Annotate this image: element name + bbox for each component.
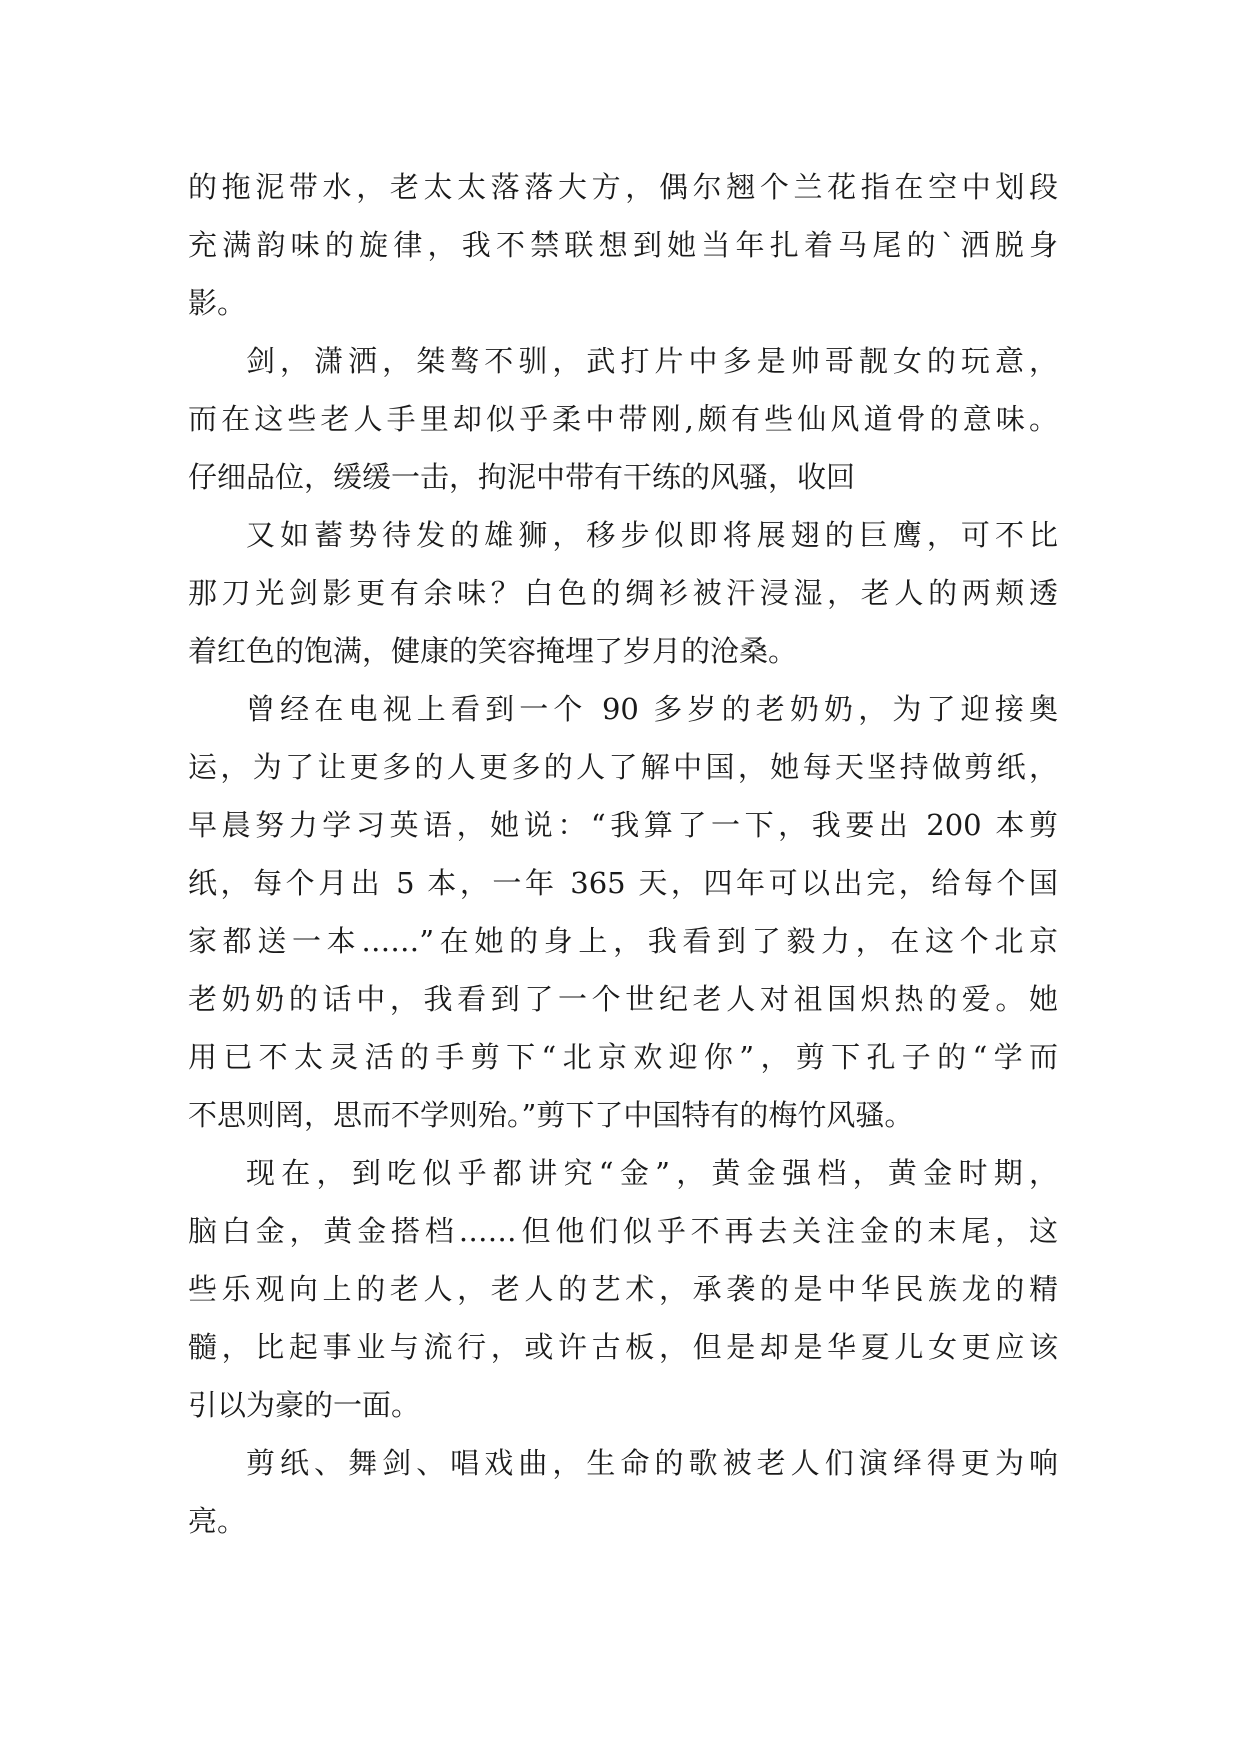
text-line: 那刀光剑影更有余味？白色的绸衫被汗浸湿，老人的两颊透 — [188, 576, 1058, 610]
text-line: 不思则罔，思而不学则殆。”剪下了中国特有的梅竹风骚。 — [188, 1098, 914, 1132]
text-line: 髓，比起事业与流行，或许古板，但是却是华夏儿女更应该 — [188, 1330, 1058, 1364]
text-line: 影。 — [188, 286, 247, 320]
text-line: 又如蓄势待发的雄狮，移步似即将展翅的巨鹰，可不比 — [246, 518, 1058, 552]
text-line: 着红色的饱满，健康的笑容掩埋了岁月的沧桑。 — [188, 634, 798, 668]
text-line: 脑白金，黄金搭档……但他们似乎不再去关注金的末尾，这 — [188, 1214, 1058, 1248]
text-line: 剑，潇洒，桀骜不驯，武打片中多是帅哥靓女的玩意， — [246, 344, 1058, 378]
text-line: 而在这些老人手里却似乎柔中带刚,颇有些仙风道骨的意味。 — [188, 402, 1058, 436]
text-line: 引以为豪的一面。 — [188, 1388, 421, 1422]
text-line: 现在，到吃似乎都讲究“金”，黄金强档，黄金时期， — [246, 1156, 1058, 1190]
text-line: 仔细品位，缓缓一击，拘泥中带有干练的风骚，收回 — [188, 460, 856, 494]
text-line: 曾经在电视上看到一个 90 多岁的老奶奶，为了迎接奥 — [246, 692, 1058, 726]
text-line: 早晨努力学习英语，她说：“我算了一下，我要出 200 本剪 — [188, 808, 1058, 842]
text-line: 剪纸、舞剑、唱戏曲，生命的歌被老人们演绎得更为响 — [246, 1446, 1058, 1480]
text-line: 用已不太灵活的手剪下“北京欢迎你”，剪下孔子的“学而 — [188, 1040, 1058, 1074]
text-line: 充满韵味的旋律，我不禁联想到她当年扎着马尾的`洒脱身 — [188, 228, 1058, 262]
text-line: 纸，每个月出 5 本，一年 365 天，四年可以出完，给每个国 — [188, 866, 1058, 900]
text-line: 些乐观向上的老人，老人的艺术，承袭的是中华民族龙的精 — [188, 1272, 1058, 1306]
text-line: 的拖泥带水，老太太落落大方，偶尔翘个兰花指在空中划段 — [188, 170, 1058, 204]
text-line: 家都送一本……”在她的身上，我看到了毅力，在这个北京 — [188, 924, 1058, 958]
body-text — [188, 158, 1058, 1550]
text-line: 运，为了让更多的人更多的人了解中国，她每天坚持做剪纸， — [188, 750, 1058, 784]
text-line: 老奶奶的话中，我看到了一个世纪老人对祖国炽热的爱。她 — [188, 982, 1058, 1016]
text-line: 亮。 — [188, 1504, 247, 1538]
